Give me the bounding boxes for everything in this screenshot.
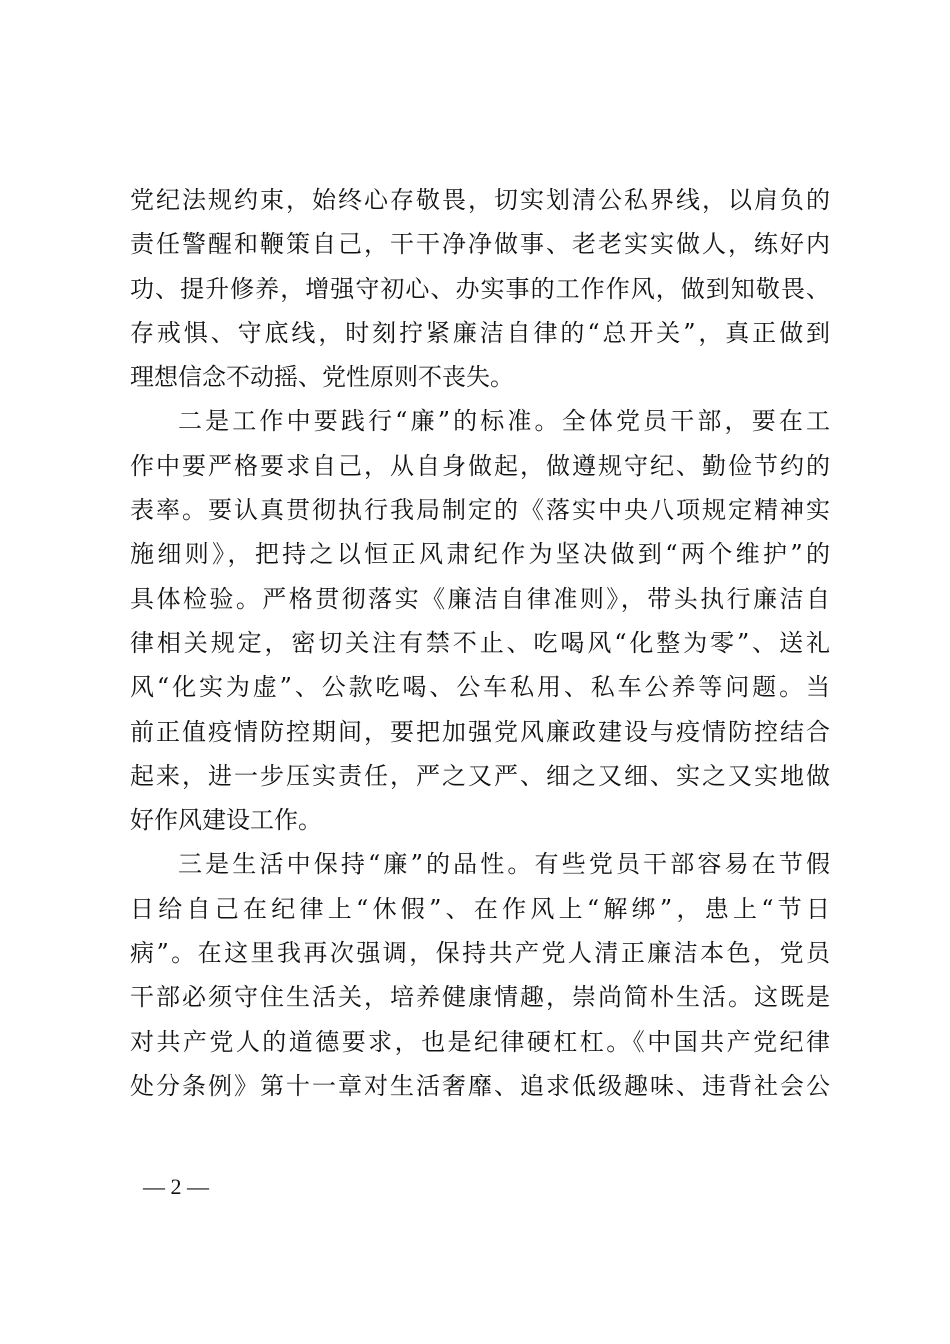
- body-text: [130, 178, 830, 1108]
- text-line: 具体检验。严格贯彻落实《廉洁自律准则》，带头执行廉洁自: [130, 584, 830, 613]
- text-line: 功、提升修养，增强守初心、办实事的工作作风，做到知敬畏、: [130, 274, 830, 303]
- text-line: 干部必须守住生活关，培养健康情趣，崇尚简朴生活。这既是: [130, 983, 830, 1012]
- text-line: 作中要严格要求自己，从自身做起，做遵规守纪、勤俭节约的: [130, 451, 830, 480]
- text-line: 责任警醒和鞭策自己，干干净净做事、老老实实做人，练好内: [130, 230, 830, 259]
- text-line: 病”。在这里我再次强调，保持共产党人清正廉洁本色，党员: [130, 939, 830, 968]
- text-line: 二是工作中要践行“廉”的标准。全体党员干部，要在工: [178, 407, 830, 436]
- text-line: 理想信念不动摇、党性原则不丧失。: [130, 363, 514, 392]
- text-line: 党纪法规约束，始终心存敬畏，切实划清公私界线，以肩负的: [130, 186, 830, 214]
- page-number: — 2 —: [143, 1174, 209, 1199]
- text-line: 风“化实为虚”、公款吃喝、公车私用、私车公养等问题。当: [130, 673, 830, 702]
- text-line: 表率。要认真贯彻执行我局制定的《落实中央八项规定精神实: [130, 496, 830, 525]
- text-line: 律相关规定，密切关注有禁不止、吃喝风“化整为零”、送礼: [130, 628, 830, 657]
- text-line: 好作风建设工作。: [130, 806, 322, 835]
- text-line: 对共产党人的道德要求，也是纪律硬杠杠。《中国共产党纪律: [130, 1027, 830, 1056]
- text-line: 存戒惧、守底线，时刻拧紧廉洁自律的“总开关”，真正做到: [130, 318, 830, 347]
- text-line: 日给自己在纪律上“休假”、在作风上“解绑”，患上“节日: [130, 894, 830, 923]
- text-line: 前正值疫情防控期间，要把加强党风廉政建设与疫情防控结合: [130, 717, 830, 746]
- text-line: 三是生活中保持“廉”的品性。有些党员干部容易在节假: [178, 850, 830, 879]
- text-line: 施细则》，把持之以恒正风肃纪作为坚决做到“两个维护”的: [130, 540, 830, 569]
- text-line: 处分条例》第十一章对生活奢靡、追求低级趣味、违背社会公: [130, 1071, 830, 1100]
- text-line: 起来，进一步压实责任，严之又严、细之又细、实之又实地做: [130, 761, 830, 790]
